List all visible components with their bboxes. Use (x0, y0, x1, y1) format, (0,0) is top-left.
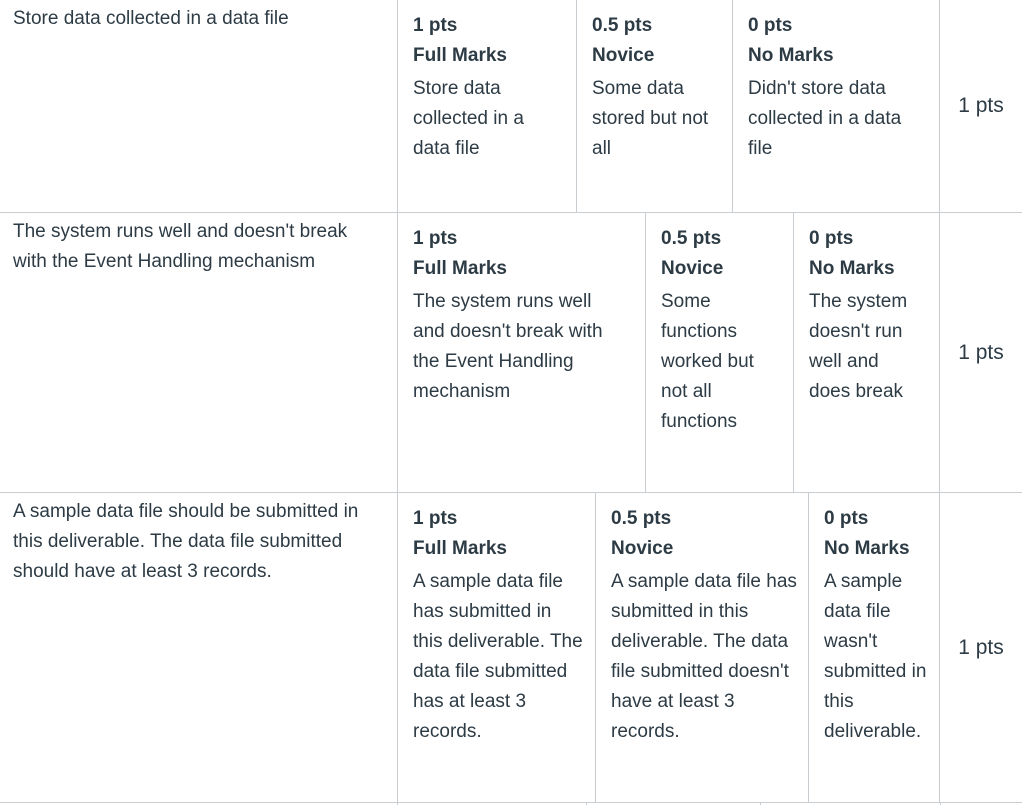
rating-points: 0.5 pts (661, 228, 722, 249)
rating-label: Full Marks (413, 45, 507, 66)
rating-label: Novice (611, 538, 674, 559)
rubric-row (0, 493, 1022, 803)
rating-label: Full Marks (413, 538, 507, 559)
rating-no-marks[interactable] (808, 493, 941, 802)
rating-description: Some functions worked but not all functions (661, 291, 754, 432)
rating-full-marks[interactable] (398, 0, 576, 212)
rating-label: Novice (592, 45, 655, 66)
rating-description: A sample data file has submitted in this deliverable. The data file submitted has at least 3 records. (413, 571, 583, 742)
rating-label: No Marks (809, 258, 895, 279)
rating-no-marks[interactable] (793, 213, 941, 492)
rating-novice[interactable] (645, 213, 793, 492)
rating-points: 0 pts (809, 228, 854, 249)
rating-full-marks[interactable] (398, 493, 595, 802)
rating-points: 0 pts (748, 15, 793, 36)
ratings-cell (397, 493, 940, 802)
criterion-total-points: 1 pts (958, 94, 1004, 117)
rating-novice[interactable] (595, 493, 808, 802)
criterion-total-points: 1 pts (958, 340, 1004, 364)
rating-description: Some data stored but not all (592, 78, 709, 159)
rating-points: 1 pts (413, 15, 458, 36)
rating-points: 1 pts (413, 228, 458, 249)
rating-points: 0 pts (824, 508, 869, 529)
rating-description: A sample data file wasn't submitted in this deliverable. (824, 571, 927, 742)
rating-full-marks[interactable] (398, 213, 645, 492)
rating-points: 0.5 pts (592, 15, 653, 36)
rating-points: 1 pts (413, 508, 458, 529)
ratings-cell (397, 0, 940, 212)
rating-description: The system doesn't run well and does break (809, 291, 908, 402)
rubric-row (0, 213, 1022, 493)
rating-description: Store data collected in a data file (413, 78, 524, 159)
rubric-row (0, 0, 1022, 213)
rating-label: Novice (661, 258, 724, 279)
rating-no-marks[interactable] (732, 0, 941, 212)
rating-novice[interactable] (576, 0, 732, 212)
rating-label: Full Marks (413, 258, 507, 279)
rating-label: No Marks (824, 538, 910, 559)
criterion-description: A sample data file should be submitted in this deliverable. The data file submitted should have at least 3 records. (13, 501, 359, 582)
rating-description: A sample data file has submitted in this deliverable. The data file submitted doesn't have at least 3 records. (611, 571, 797, 742)
rating-description: The system runs well and doesn't break with the Event Handling mechanism (413, 291, 603, 402)
criterion-description: The system runs well and doesn't break with the Event Handling mechanism (13, 221, 348, 272)
criterion-total-points: 1 pts (958, 635, 1004, 659)
rating-label: No Marks (748, 45, 834, 66)
ratings-cell (397, 213, 940, 492)
criterion-description: Store data collected in a data file (13, 8, 289, 29)
rating-description: Didn't store data collected in a data file (748, 78, 902, 159)
rating-points: 0.5 pts (611, 508, 672, 529)
